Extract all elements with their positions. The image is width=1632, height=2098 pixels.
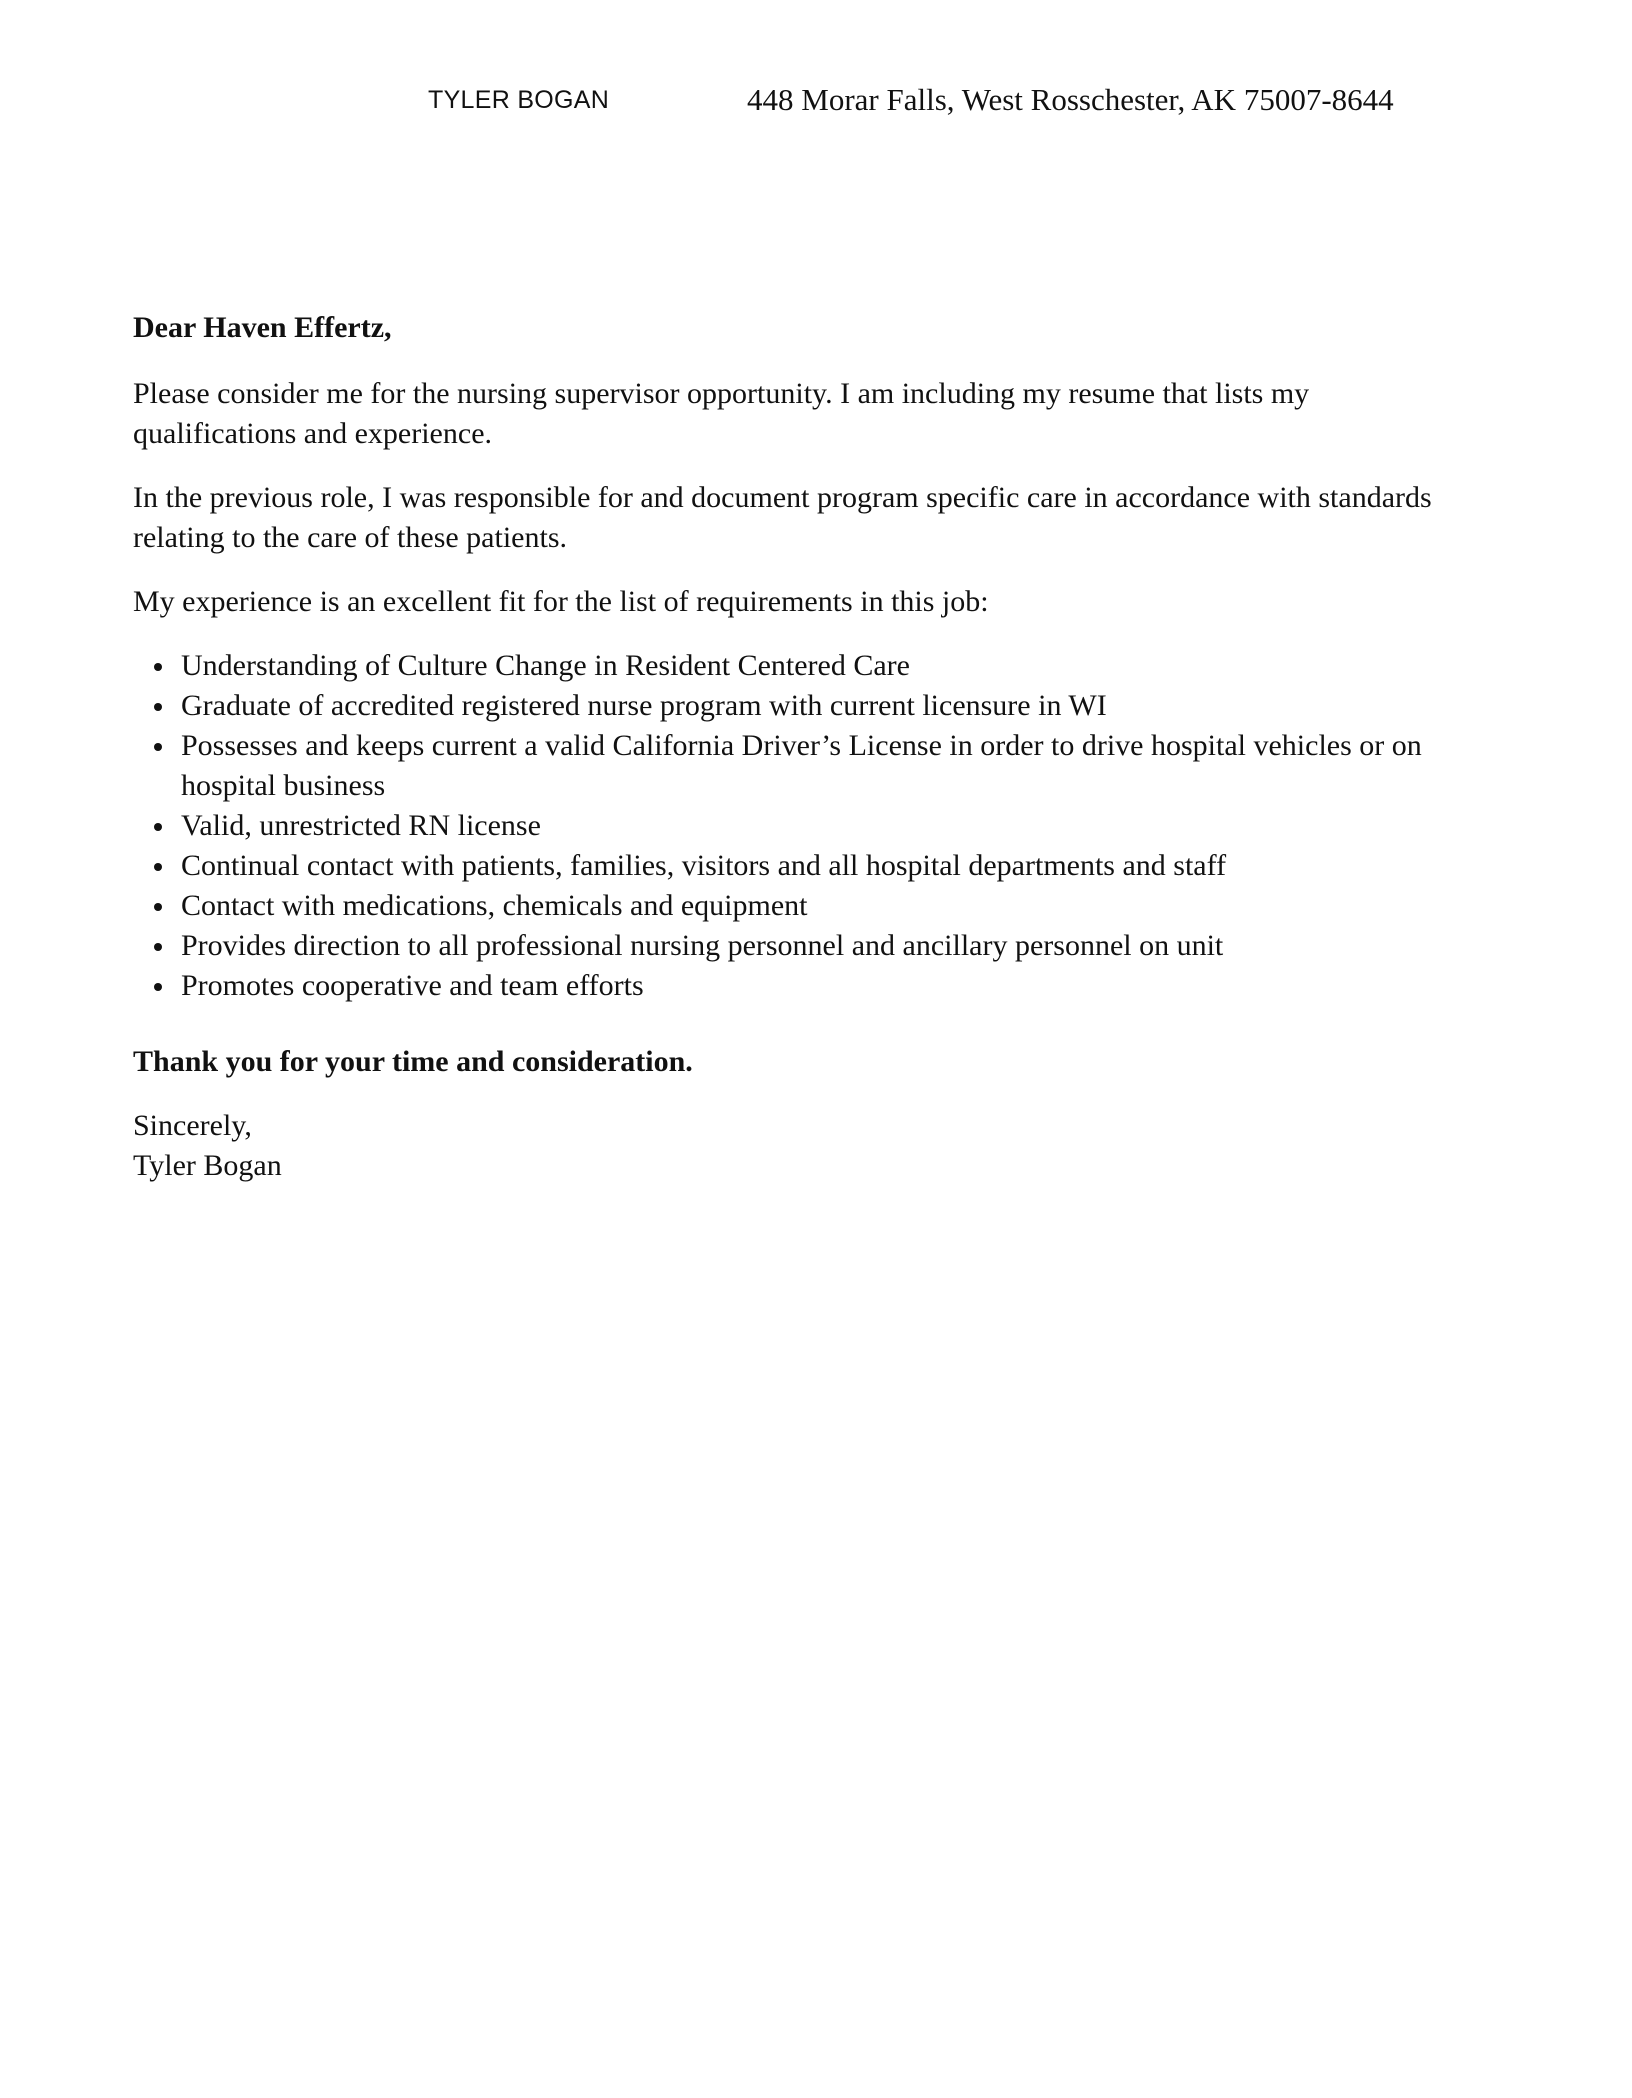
sender-address: 448 Morar Falls, West Rosschester, AK 75007-8644 — [747, 82, 1394, 117]
requirement-item: Graduate of accredited registered nurse program with current licensure in WI — [181, 686, 1473, 726]
greeting: Dear Haven Effertz, — [133, 311, 392, 344]
requirement-item: Promotes cooperative and team efforts — [181, 966, 1473, 1006]
requirement-item: Provides direction to all professional nursing personnel and ancillary personnel on unit — [181, 926, 1473, 966]
signoff-block — [133, 1106, 1473, 1186]
paragraph-intro: Please consider me for the nursing supervisor opportunity. I am including my resume that lists my qualifications and experience. — [133, 377, 1310, 450]
requirement-item: Understanding of Culture Change in Resident Centered Care — [181, 646, 1473, 686]
letter-body — [133, 308, 1473, 1210]
requirement-item: Contact with medications, chemicals and equipment — [181, 886, 1473, 926]
requirement-item: Possesses and keeps current a valid California Driver’s License in order to drive hospital vehicles or on hospital business — [181, 726, 1473, 806]
letter-header — [0, 82, 1632, 122]
paragraph-requirements-lead: My experience is an excellent fit for the list of requirements in this job: — [133, 585, 989, 618]
sender-name: TYLER BOGAN — [428, 86, 610, 114]
paragraph-previous-role: In the previous role, I was responsible for and document program specific care in accordance with standards relating to the care of these patients. — [133, 481, 1432, 554]
requirements-list — [133, 646, 1473, 1006]
signature-name: Tyler Bogan — [133, 1149, 282, 1182]
signoff: Sincerely, — [133, 1109, 252, 1142]
requirement-item: Valid, unrestricted RN license — [181, 806, 1473, 846]
requirement-item: Continual contact with patients, families, visitors and all hospital departments and staff — [181, 846, 1473, 886]
closing-thanks: Thank you for your time and consideration. — [133, 1045, 693, 1078]
